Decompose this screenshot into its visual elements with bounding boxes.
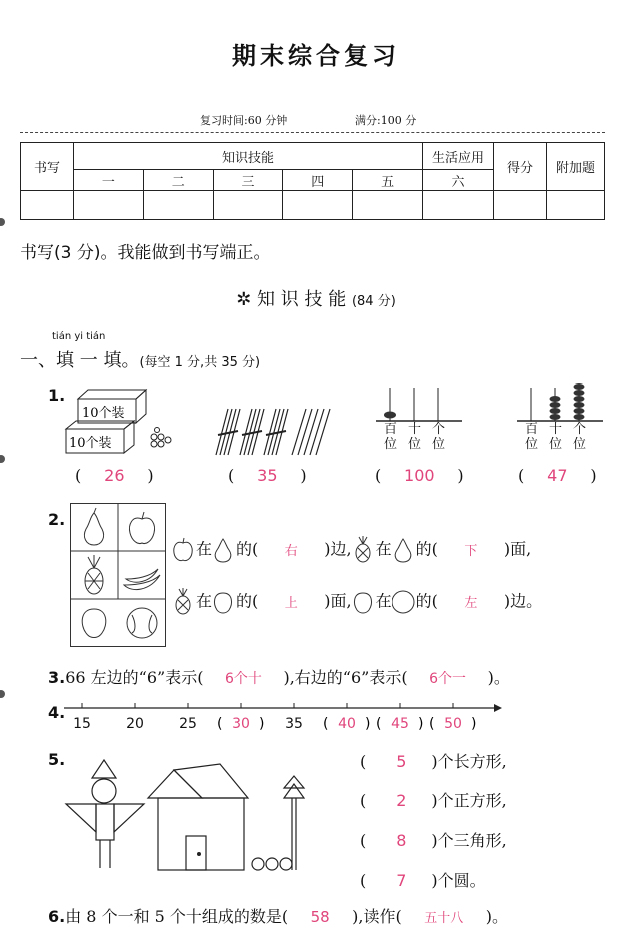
q1-answer-3: ( 100 ) <box>375 466 464 485</box>
number-line-label: 35 <box>285 716 303 732</box>
q1-answer-1: ( 26 ) <box>75 466 154 485</box>
score-cell[interactable] <box>213 191 283 220</box>
part1-label: 一、填 一 填 <box>20 350 122 371</box>
q5-line-4: ( 7 )个圆。 <box>360 871 486 890</box>
q2-text: 的( <box>236 539 259 559</box>
section-header <box>0 285 632 311</box>
number-line-label: 25 <box>179 716 197 732</box>
q2-text: )面, <box>503 539 532 559</box>
q6-text: 由 8 个一和 5 个十组成的数是( <box>65 907 289 926</box>
paren: ) <box>259 716 265 732</box>
col-shuxie: 书写 <box>21 143 74 191</box>
exam-time: 复习时间:60 分钟 <box>200 114 288 127</box>
col-fujia: 附加题 <box>547 143 605 191</box>
part1-note: (每空 1 分,共 35 分) <box>139 355 261 370</box>
q6-text: ),读作( <box>352 907 402 926</box>
abacus-label: 个 位 <box>573 422 587 452</box>
score-cell[interactable] <box>143 191 213 220</box>
col-3: 三 <box>213 170 283 191</box>
pineapple-icon <box>172 588 196 616</box>
answer-field[interactable]: 五十八 <box>424 911 464 926</box>
q2-line1 <box>172 536 531 564</box>
abacus-label: 十 位 <box>408 422 422 452</box>
q2-text: )面, <box>324 591 352 611</box>
q2-text: 在 <box>375 539 392 559</box>
col-2: 二 <box>143 170 213 191</box>
q3-number: 3. <box>48 668 66 687</box>
answer-field[interactable]: 右 <box>284 543 298 559</box>
pinyin: tián yi tián <box>52 331 106 342</box>
q6-text: )。 <box>485 907 508 926</box>
col-1: 一 <box>74 170 144 191</box>
box-bottom-label: 10个装 <box>69 436 112 451</box>
binding-hole <box>0 455 5 463</box>
q5-line-3: ( 8 )个三角形, <box>360 831 507 850</box>
col-shenghuo: 生活应用 <box>423 143 494 170</box>
q1-answer-4: ( 47 ) <box>518 466 597 485</box>
col-defen: 得分 <box>494 143 547 191</box>
q2-text: 的( <box>415 591 438 611</box>
q5-text: )个圆。 <box>431 871 486 890</box>
abacus-label: 十 位 <box>549 422 563 452</box>
col-4: 四 <box>283 170 353 191</box>
number-line-answer[interactable]: 40 <box>338 716 356 732</box>
paren: ( <box>429 716 435 732</box>
q5-line-2: ( 2 )个正方形, <box>360 791 507 810</box>
answer-field[interactable]: 26 <box>104 466 125 485</box>
paren: ( <box>376 716 382 732</box>
full-score: 满分:100 分 <box>355 114 417 127</box>
q5-text: )个长方形, <box>431 752 507 771</box>
q2-text: 的( <box>415 539 438 559</box>
score-cell[interactable] <box>74 191 144 220</box>
score-table <box>20 142 605 220</box>
q3-text: 66 左边的“6”表示( <box>65 668 204 687</box>
answer-field[interactable]: 左 <box>464 595 478 611</box>
divider <box>20 132 605 133</box>
pear-icon <box>212 537 236 563</box>
q2-text: 的( <box>236 591 259 611</box>
q2-line2 <box>172 588 542 616</box>
strawberry-icon <box>352 589 376 615</box>
abacus-label: 个 位 <box>432 422 446 452</box>
pear-icon <box>392 537 416 563</box>
answer-field[interactable]: 下 <box>464 543 478 559</box>
part1-dot: 。 <box>121 350 140 371</box>
pineapple-icon <box>352 536 376 564</box>
paren: ) <box>365 716 371 732</box>
q5-number: 5. <box>48 750 66 769</box>
score-cell[interactable] <box>353 191 423 220</box>
q4-number-line <box>62 700 502 736</box>
answer-field[interactable]: 2 <box>396 791 407 810</box>
q1-answer-2: ( 35 ) <box>228 466 307 485</box>
col-5: 五 <box>353 170 423 191</box>
box-top-label: 10个装 <box>82 406 125 421</box>
paren: ( <box>323 716 329 732</box>
q2-number: 2. <box>48 510 66 529</box>
q1-number: 1. <box>48 386 66 405</box>
answer-field[interactable]: 6个十 <box>224 671 262 687</box>
number-line-answer[interactable]: 30 <box>232 716 250 732</box>
section-name: 知 识 技 能 <box>257 289 347 310</box>
paren: ) <box>418 716 424 732</box>
number-line-label: 20 <box>126 716 144 732</box>
q2-text: )边。 <box>503 591 543 611</box>
q2-text: )边, <box>324 539 352 559</box>
answer-field[interactable]: 上 <box>284 595 298 611</box>
section-points: (84 分) <box>351 294 396 309</box>
q5-shapes-figure <box>62 758 342 874</box>
score-cell[interactable] <box>494 191 547 220</box>
part1-heading <box>20 346 260 372</box>
binding-hole <box>0 218 5 226</box>
score-cell[interactable] <box>21 191 74 220</box>
abacus-label: 百 位 <box>525 422 539 452</box>
answer-field[interactable]: 47 <box>547 466 568 485</box>
watermelon-icon <box>392 589 416 615</box>
q3-text: )。 <box>487 668 510 687</box>
q2-text: 在 <box>196 591 213 611</box>
score-cell[interactable] <box>423 191 494 220</box>
col-zhishi: 知识技能 <box>74 143 423 170</box>
q1-boxes-illustration <box>62 385 182 457</box>
answer-field[interactable]: 35 <box>257 466 278 485</box>
abacus-label: 百 位 <box>384 422 398 452</box>
q2-text: 在 <box>375 591 392 611</box>
paren: ) <box>471 716 477 732</box>
answer-field[interactable]: 5 <box>396 752 407 771</box>
score-cell[interactable] <box>283 191 353 220</box>
score-cell[interactable] <box>547 191 605 220</box>
answer-field[interactable]: 58 <box>310 908 330 926</box>
q3 <box>48 665 510 688</box>
strawberry-icon <box>212 589 236 615</box>
q2-fruit-grid <box>70 503 166 647</box>
answer-field[interactable]: 100 <box>404 466 435 485</box>
writing-line: 书写(3 分)。我能做到书写端正。 <box>20 243 271 263</box>
q6-number: 6. <box>48 907 66 926</box>
binding-hole <box>0 690 5 698</box>
q1-sticks-illustration <box>210 405 335 457</box>
apple-icon <box>172 537 196 563</box>
answer-field[interactable]: 8 <box>396 831 407 850</box>
number-line-answer[interactable]: 50 <box>444 716 462 732</box>
paren: ( <box>217 716 223 732</box>
answer-field[interactable]: 6个一 <box>429 671 467 687</box>
q6 <box>48 904 508 927</box>
answer-field[interactable]: 7 <box>396 871 407 890</box>
q5-text: )个三角形, <box>431 831 507 850</box>
col-6: 六 <box>423 170 494 191</box>
number-line-label: 15 <box>73 716 91 732</box>
q2-text: 在 <box>196 539 213 559</box>
q4-number: 4. <box>48 703 66 722</box>
q5-line-1: ( 5 )个长方形, <box>360 752 507 771</box>
star-icon: ✲ <box>236 289 252 310</box>
number-line-answer[interactable]: 45 <box>391 716 409 732</box>
q3-text: ),右边的“6”表示( <box>283 668 408 687</box>
page-title: 期末综合复习 <box>232 42 400 70</box>
q5-text: )个正方形, <box>431 791 507 810</box>
